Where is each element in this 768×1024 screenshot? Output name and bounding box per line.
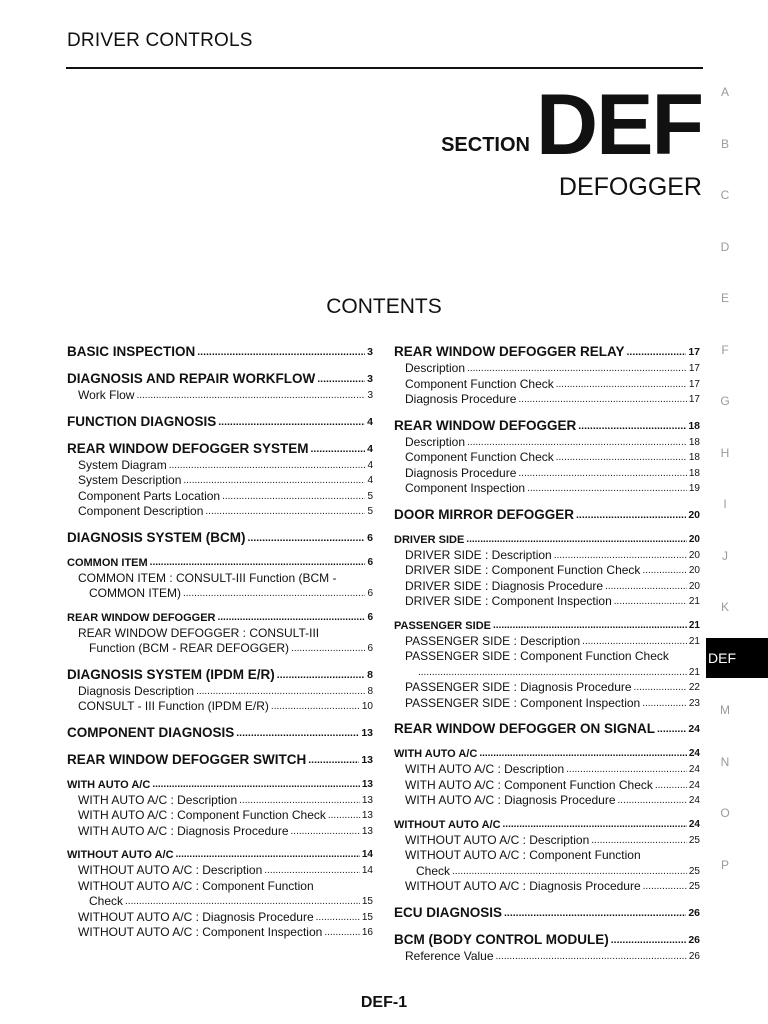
toc-leader-dots <box>291 641 365 657</box>
toc-entry-title: DRIVER SIDE : Description <box>405 547 552 562</box>
toc-entry-title: Diagnosis Procedure <box>405 392 517 406</box>
toc-entry-title: WITH AUTO A/C : Description <box>78 792 238 807</box>
toc-entry-page: 6 <box>367 588 373 599</box>
toc-entry-title: WITH AUTO A/C : Description <box>405 762 565 776</box>
toc-entry-title: DRIVER SIDE : Diagnosis Procedure <box>405 578 604 593</box>
toc-entry-title: REAR WINDOW DEFOGGER <box>394 417 577 433</box>
toc-entry-title: System Description <box>78 473 182 487</box>
section-index-tab[interactable]: I <box>723 497 727 511</box>
toc-entry-page: 24 <box>688 779 700 791</box>
toc-leader-dots <box>169 458 366 474</box>
toc-entry-page: 4 <box>367 459 373 471</box>
toc-entry[interactable] <box>67 793 373 809</box>
toc-entry-page: 8 <box>367 685 373 697</box>
toc-leader-dots <box>248 529 366 547</box>
toc-entry-title: WITH AUTO A/C : Component Function Check <box>405 777 653 792</box>
toc-entry[interactable] <box>67 440 373 458</box>
toc-entry-title: DRIVER SIDE : Component Inspection <box>405 594 612 608</box>
toc-entry[interactable] <box>67 571 373 602</box>
toc-leader-dots <box>317 370 365 388</box>
toc-entry-title: Component Function Check <box>405 376 554 391</box>
toc-leader-dots <box>591 833 687 849</box>
toc-entry-page: 20 <box>688 533 700 545</box>
toc-entry-page: 13 <box>361 753 373 766</box>
toc-entry[interactable] <box>394 435 700 451</box>
section-index-tab[interactable]: C <box>720 188 730 202</box>
toc-entry-title: COMMON ITEM : CONSULT-III Function (BCM - <box>78 570 337 585</box>
toc-entry-page: 10 <box>361 701 373 712</box>
toc-entry-title: ECU DIAGNOSIS <box>394 904 503 920</box>
toc-entry[interactable] <box>67 751 373 769</box>
toc-leader-dots <box>493 618 687 634</box>
toc-leader-dots <box>197 343 365 361</box>
toc-entry-title: WITHOUT AUTO A/C : Diagnosis Procedure <box>405 879 641 893</box>
section-label: SECTION <box>441 134 530 156</box>
toc-entry-title: System Diagram <box>78 457 167 472</box>
toc-entry-title: DRIVER SIDE : Component Function Check <box>405 563 641 577</box>
toc-entry-title: WITHOUT AUTO A/C : Description <box>78 863 263 877</box>
toc-entry[interactable] <box>67 504 373 520</box>
toc-leader-dots <box>218 610 366 626</box>
toc-entry-title: PASSENGER SIDE : Component Inspection <box>405 695 641 710</box>
toc-leader-dots <box>236 724 359 742</box>
toc-leader-dots <box>316 910 360 926</box>
toc-entry-title: COMPONENT DIAGNOSIS <box>67 724 235 740</box>
toc-entry-title: WITH AUTO A/C : Diagnosis Procedure <box>405 793 616 807</box>
toc-entry[interactable] <box>67 910 373 926</box>
section-index-tab[interactable]: O <box>720 806 730 820</box>
toc-leader-dots <box>324 925 360 941</box>
toc-entry[interactable] <box>67 610 373 626</box>
toc-entry-page: 21 <box>688 635 700 647</box>
toc-entry-title: DIAGNOSIS AND REPAIR WORKFLOW <box>67 371 316 386</box>
toc-entry-title: Description <box>405 361 466 375</box>
toc-entry-title: DOOR MIRROR DEFOGGER <box>394 506 575 522</box>
toc-leader-dots <box>239 793 360 809</box>
toc-entry-title: Component Parts Location <box>78 488 221 503</box>
toc-leader-dots <box>418 665 687 681</box>
toc-leader-dots <box>611 931 687 949</box>
toc-entry[interactable] <box>394 481 700 497</box>
toc-entry[interactable] <box>67 925 373 941</box>
toc-entry-title: Function (BCM - REAR DEFOGGER) <box>89 641 290 655</box>
toc-entry-page: 25 <box>688 834 700 846</box>
toc-entry[interactable] <box>67 370 373 388</box>
toc-leader-dots <box>328 808 360 824</box>
toc-leader-dots <box>466 532 687 548</box>
toc-leader-dots <box>527 481 687 497</box>
toc-entry-title: WITHOUT AUTO A/C <box>67 849 174 861</box>
toc-left-column <box>67 343 373 941</box>
section-index-tab[interactable]: D <box>720 239 730 254</box>
toc-entry[interactable] <box>67 666 373 684</box>
toc-entry-title: PASSENGER SIDE : Component Function Check <box>405 649 669 663</box>
toc-entry[interactable] <box>394 548 700 564</box>
section-title-block <box>441 77 702 201</box>
toc-entry-title: WITH AUTO A/C <box>394 748 478 760</box>
toc-leader-dots <box>578 417 686 435</box>
toc-entry-page: 13 <box>361 794 373 806</box>
toc-entry[interactable] <box>394 778 700 794</box>
toc-entry-title: PASSENGER SIDE : Diagnosis Procedure <box>405 680 632 694</box>
toc-right-column <box>394 343 700 964</box>
page-number: DEF-1 <box>360 994 408 1011</box>
toc-entry-page: 5 <box>367 490 373 502</box>
toc-entry-page: 24 <box>688 764 700 775</box>
toc-entry[interactable] <box>394 377 700 393</box>
toc-entry-page: 3 <box>367 346 373 358</box>
toc-entry[interactable] <box>67 626 373 657</box>
toc-entry[interactable] <box>394 450 700 466</box>
section-index-tab[interactable]: B <box>720 136 729 151</box>
section-index-tab[interactable]: K <box>720 600 729 614</box>
section-index-tab[interactable]: P <box>720 857 729 872</box>
toc-entry-page: 17 <box>688 346 700 358</box>
toc-entry[interactable] <box>67 458 373 474</box>
toc-entry-page: 6 <box>367 643 373 654</box>
toc-entry-page: 21 <box>688 666 700 678</box>
toc-entry-page: 13 <box>361 778 373 790</box>
toc-leader-dots <box>556 377 687 393</box>
toc-entry[interactable] <box>394 466 700 482</box>
toc-leader-dots <box>504 904 686 922</box>
toc-entry[interactable] <box>394 762 700 778</box>
toc-entry-page: 24 <box>688 818 700 830</box>
toc-leader-dots <box>196 684 365 700</box>
toc-leader-dots <box>518 392 686 408</box>
toc-leader-dots <box>605 579 687 595</box>
toc-entry-title: WITHOUT AUTO A/C : Description <box>405 832 590 847</box>
toc-entry-page: 4 <box>367 442 373 455</box>
toc-entry-title: Check <box>416 863 451 878</box>
toc-entry[interactable] <box>394 618 700 634</box>
toc-entry-page: 20 <box>688 508 700 521</box>
toc-entry-page: 24 <box>688 723 700 735</box>
section-index-tab[interactable]: A <box>720 85 729 99</box>
toc-leader-dots <box>643 879 687 895</box>
toc-entry-page: 8 <box>367 668 373 681</box>
section-index-tab[interactable]: M <box>720 703 730 717</box>
toc-leader-dots <box>183 586 365 602</box>
toc-entry[interactable] <box>67 847 373 863</box>
toc-leader-dots <box>176 847 360 863</box>
toc-entry-title: DIAGNOSIS SYSTEM (IPDM E/R) <box>67 666 275 682</box>
toc-entry-page: 18 <box>688 436 700 448</box>
toc-entry-title: WITH AUTO A/C : Diagnosis Procedure <box>78 823 289 838</box>
toc-leader-dots <box>642 563 686 579</box>
section-code: DEF <box>536 77 702 173</box>
toc-leader-dots <box>308 751 359 769</box>
toc-entry-title: WITHOUT AUTO A/C : Component Function <box>78 878 314 893</box>
toc-entry[interactable] <box>67 684 373 700</box>
toc-leader-dots <box>452 864 687 880</box>
toc-entry-title: WITHOUT AUTO A/C <box>394 818 501 831</box>
toc-entry[interactable] <box>394 833 700 849</box>
toc-entry-page: 3 <box>367 390 373 401</box>
toc-leader-dots <box>218 413 365 431</box>
toc-entry[interactable] <box>67 777 373 793</box>
toc-entry[interactable] <box>394 634 700 650</box>
toc-leader-dots <box>467 435 687 451</box>
toc-leader-dots <box>271 699 360 715</box>
toc-entry-page: 20 <box>688 580 700 592</box>
toc-entry-page: 26 <box>688 906 700 919</box>
toc-leader-dots <box>496 949 687 965</box>
toc-entry-title: FUNCTION DIAGNOSIS <box>67 413 217 429</box>
toc-entry[interactable] <box>67 863 373 879</box>
toc-entry[interactable] <box>394 949 700 965</box>
header-rule <box>66 67 703 69</box>
toc-leader-dots <box>291 824 360 840</box>
toc-entry-title: REAR WINDOW DEFOGGER : CONSULT-III <box>78 625 320 640</box>
toc-entry[interactable] <box>394 649 700 680</box>
toc-entry-title: COMMON ITEM) <box>89 586 181 600</box>
toc-entry[interactable] <box>67 388 373 404</box>
toc-entry[interactable] <box>394 848 700 879</box>
toc-entry-page: 6 <box>367 531 373 544</box>
toc-entry[interactable] <box>394 417 700 435</box>
toc-entry-page: 20 <box>688 549 700 561</box>
toc-entry-page: 21 <box>688 596 700 607</box>
toc-entry[interactable] <box>394 563 700 579</box>
toc-entry-page: 25 <box>688 881 700 892</box>
toc-leader-dots <box>614 594 687 610</box>
toc-entry-title: WITH AUTO A/C : Component Function Check <box>78 808 326 822</box>
toc-entry[interactable] <box>67 724 373 742</box>
toc-entry-page: 26 <box>688 933 700 946</box>
toc-entry-title: Diagnosis Procedure <box>405 465 517 480</box>
section-index-tab[interactable]: E <box>720 291 729 305</box>
toc-entry-title: Component Description <box>78 504 204 518</box>
toc-entry-title: REAR WINDOW DEFOGGER SYSTEM <box>67 440 309 456</box>
toc-entry-title: BASIC INSPECTION <box>67 344 196 359</box>
toc-entry-title: REAR WINDOW DEFOGGER ON SIGNAL <box>394 721 655 736</box>
toc-entry-page: 3 <box>367 373 373 385</box>
toc-entry-page: 25 <box>688 865 700 877</box>
toc-entry-title: DRIVER SIDE <box>394 533 465 546</box>
toc-entry[interactable] <box>67 413 373 431</box>
toc-entry-title: Component Inspection <box>405 481 526 495</box>
toc-entry[interactable] <box>67 489 373 505</box>
toc-leader-dots <box>627 343 687 361</box>
toc-entry-title: WITH AUTO A/C <box>67 778 151 791</box>
toc-leader-dots <box>582 634 687 650</box>
toc-entry-title: PASSENGER SIDE : Description <box>405 633 581 648</box>
toc-leader-dots <box>264 863 360 879</box>
toc-entry-title: REAR WINDOW DEFOGGER <box>67 611 216 624</box>
toc-entry-title: Description <box>405 434 466 449</box>
toc-entry-page: 16 <box>361 927 373 938</box>
toc-entry-page: 20 <box>688 565 700 576</box>
toc-entry[interactable] <box>394 680 700 696</box>
toc-leader-dots <box>125 894 360 910</box>
toc-entry[interactable] <box>394 579 700 595</box>
toc-leader-dots <box>183 473 365 489</box>
toc-leader-dots <box>479 746 687 762</box>
toc-entry-title: COMMON ITEM <box>67 556 148 569</box>
toc-entry-title: REAR WINDOW DEFOGGER RELAY <box>394 344 625 359</box>
toc-entry[interactable] <box>67 824 373 840</box>
toc-entry-title: WITHOUT AUTO A/C : Component Function <box>405 848 641 862</box>
toc-entry-title: Work Flow <box>78 388 135 402</box>
section-name: DEFOGGER <box>558 173 702 201</box>
toc-entry-page: 18 <box>688 419 700 432</box>
toc-entry-page: 21 <box>688 619 700 631</box>
toc-entry[interactable] <box>394 931 700 949</box>
toc-entry-page: 22 <box>688 682 700 693</box>
toc-entry-page: 24 <box>688 795 700 806</box>
toc-entry[interactable] <box>67 808 373 824</box>
toc-entry-title: WITHOUT AUTO A/C : Diagnosis Procedure <box>78 909 314 924</box>
toc-entry[interactable] <box>394 720 700 738</box>
section-index-tab[interactable]: J <box>722 548 728 563</box>
toc-leader-dots <box>277 666 365 684</box>
toc-entry[interactable] <box>67 555 373 571</box>
contents-title: CONTENTS <box>326 295 442 318</box>
toc-entry-title: Component Function Check <box>405 450 554 464</box>
toc-entry[interactable] <box>394 343 700 361</box>
toc-entry-title: Check <box>89 894 124 908</box>
toc-entry-page: 24 <box>688 748 700 759</box>
toc-entry[interactable] <box>394 817 700 833</box>
section-index-tab[interactable]: G <box>720 394 730 408</box>
toc-leader-dots <box>503 817 687 833</box>
toc-leader-dots <box>618 793 687 809</box>
toc-entry-page: 19 <box>688 483 700 494</box>
toc-entry[interactable] <box>394 392 700 408</box>
toc-entry-page: 13 <box>361 825 373 837</box>
toc-leader-dots <box>205 504 365 520</box>
toc-leader-dots <box>556 450 687 466</box>
toc-entry-title: REAR WINDOW DEFOGGER SWITCH <box>67 751 307 767</box>
toc-entry-page: 17 <box>688 394 700 405</box>
section-index-tab[interactable]: F <box>721 342 729 357</box>
toc-leader-dots <box>554 548 687 564</box>
toc-entry-page: 13 <box>361 726 373 739</box>
toc-entry-title: BCM (BODY CONTROL MODULE) <box>394 931 609 947</box>
toc-entry-page: 18 <box>688 452 700 463</box>
toc-entry[interactable] <box>394 361 700 377</box>
toc-entry-page: 5 <box>367 506 373 517</box>
toc-entry[interactable] <box>394 746 700 762</box>
chapter-header: DRIVER CONTROLS <box>67 30 253 51</box>
toc-entry-page: 17 <box>688 363 700 374</box>
toc-entry-title: PASSENGER SIDE <box>394 619 491 632</box>
toc-entry[interactable] <box>394 793 700 809</box>
toc-entry-page: 4 <box>367 415 373 428</box>
toc-leader-dots <box>642 696 687 712</box>
toc-leader-dots <box>467 361 687 377</box>
toc-entry[interactable] <box>67 343 373 361</box>
toc-entry-page: 13 <box>361 810 373 821</box>
toc-entry-page: 14 <box>361 865 373 876</box>
toc-entry-page: 14 <box>361 849 373 860</box>
toc-leader-dots <box>152 777 360 793</box>
toc-leader-dots <box>150 555 366 571</box>
toc-entry-page: 6 <box>367 556 373 568</box>
toc-entry[interactable] <box>394 696 700 712</box>
toc-entry-title: Diagnosis Description <box>78 683 195 698</box>
section-index-tab[interactable]: N <box>720 754 730 769</box>
toc-entry[interactable] <box>67 529 373 547</box>
toc-entry-title: DIAGNOSIS SYSTEM (BCM) <box>67 529 246 545</box>
toc-entry-page: 26 <box>688 950 700 962</box>
toc-leader-dots <box>566 762 687 778</box>
section-title-row <box>441 77 702 173</box>
toc-entry-title: WITHOUT AUTO A/C : Component Inspection <box>78 925 323 939</box>
toc-entry-page: 15 <box>361 911 373 923</box>
toc-entry-page: 23 <box>688 697 700 709</box>
toc-entry-page: 4 <box>367 475 373 486</box>
toc-entry-title: CONSULT - III Function (IPDM E/R) <box>78 699 269 713</box>
toc-entry[interactable] <box>67 879 373 910</box>
toc-entry[interactable] <box>394 879 700 895</box>
toc-leader-dots <box>222 489 365 505</box>
toc-entry[interactable] <box>394 532 700 548</box>
toc-entry-page: 6 <box>367 611 373 623</box>
toc-leader-dots <box>657 720 686 738</box>
toc-entry[interactable] <box>67 473 373 489</box>
toc-leader-dots <box>655 778 687 794</box>
toc-entry[interactable] <box>394 594 700 610</box>
toc-leader-dots <box>136 388 365 404</box>
toc-leader-dots <box>311 440 366 458</box>
active-section-tab[interactable]: DEF <box>706 638 768 678</box>
toc-leader-dots <box>518 466 686 482</box>
toc-leader-dots <box>634 680 687 696</box>
section-index-tab[interactable]: H <box>720 445 730 460</box>
toc-entry-page: 17 <box>688 378 700 390</box>
toc-entry-page: 15 <box>361 896 373 907</box>
toc-entry[interactable] <box>394 904 700 922</box>
toc-entry-page: 18 <box>688 467 700 479</box>
toc-entry[interactable] <box>394 506 700 524</box>
toc-entry-title: Reference Value <box>405 948 494 963</box>
toc-entry[interactable] <box>67 699 373 715</box>
toc-leader-dots <box>576 506 686 524</box>
